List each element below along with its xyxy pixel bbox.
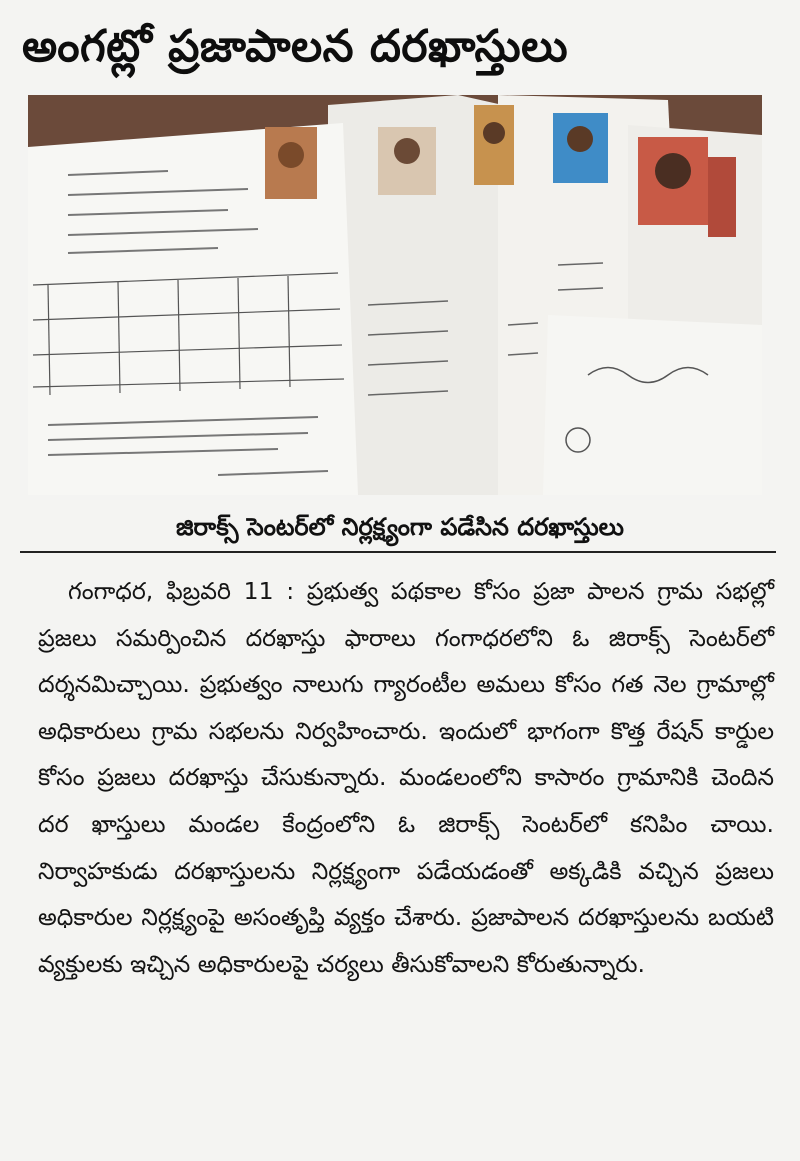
caption-divider	[20, 551, 776, 553]
article-paragraph: గంగాధర, ఫిబ్రవరి 11 : ప్రభుత్వ పథకాల కోసం ప్రజా పాలన గ్రామ సభల్లో ప్రజలు సమర్పించిన దరఖాస్తు ఫారాలు గంగాధరలోని ఓ జిరాక్స్ సెంటర్‌లో దర్శనమిచ్చాయి. ప్రభుత్వం నాలుగు గ్యారంటీల అమలు కోసం గత నెల గ్రామాల్లో అధికారులు గ్రామ సభలను నిర్వహించారు. ఇందులో భాగంగా కొత్త రేషన్ కార్డుల కోసం ప్రజలు దరఖాస్తు చేసుకున్నారు. మండలంలోని కాసారం గ్రామానికి చెందిన దర ఖాస్తులు మండల కేంద్రంలోని ఓ జిరాక్స్ సెంటర్‌లో కనిపిం చాయి. నిర్వాహకుడు దరఖాస్తులను నిర్లక్ష్యంగా పడేయడంతో అక్కడికి వచ్చిన ప్రజలు అధికారుల నిర్లక్ష్యంపై అసంతృప్తి వ్యక్తం చేశారు. ప్రజాపాలన దరఖాస్తులను బయటి వ్యక్తులకు ఇచ్చిన అధికారులపై చర్యలు తీసుకోవాలని కోరుతున్నారు.	[38, 577, 774, 978]
photo-caption: జిరాక్స్ సెంటర్‌లో నిర్లక్ష్యంగా పడేసిన దరఖాస్తులు	[176, 513, 624, 541]
article-body	[38, 568, 774, 987]
photo-icon	[28, 95, 762, 495]
headline: అంగట్లో ప్రజాపాలన దరఖాస్తులు	[22, 21, 569, 72]
news-photo	[28, 95, 762, 495]
